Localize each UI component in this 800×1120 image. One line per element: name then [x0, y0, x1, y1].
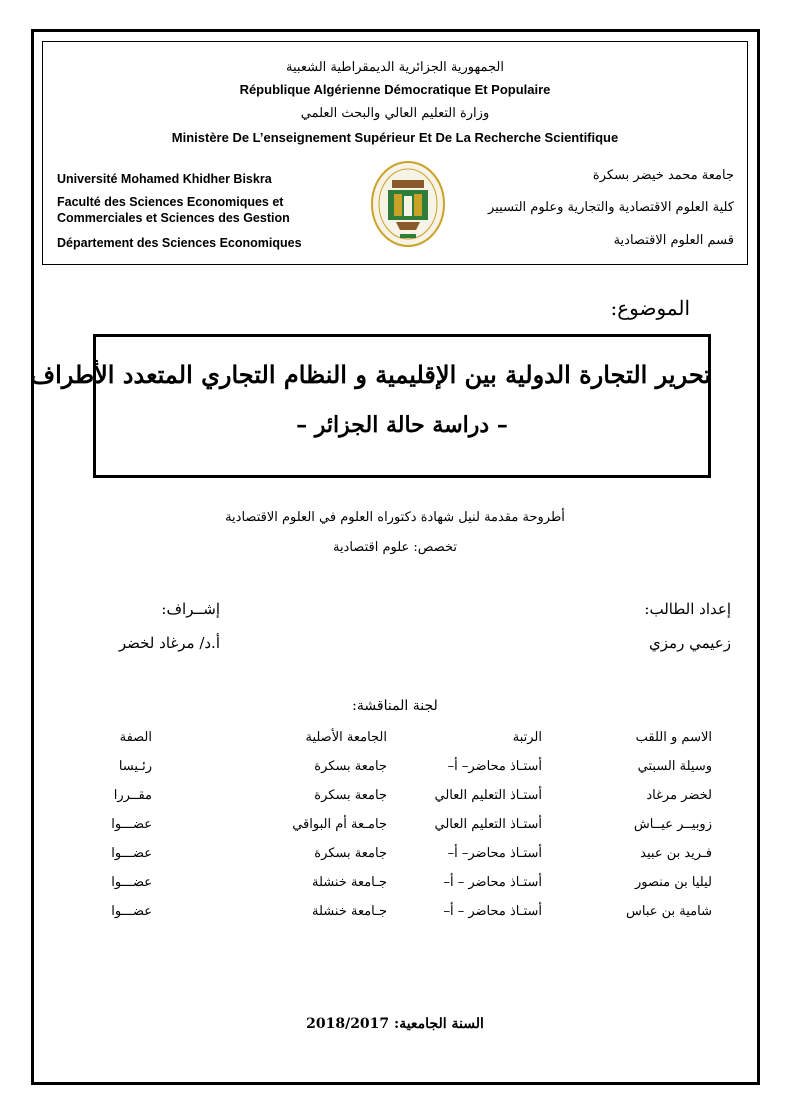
department-name-fr: Département des Sciences Economiques [57, 236, 302, 250]
student-label: إعداد الطالب: [644, 600, 731, 618]
member-name: لخضر مرغاد [646, 788, 712, 803]
member-university: جامعة بسكرة [314, 788, 387, 803]
member-rank: أستـاذ محاضر – أ– [443, 904, 542, 919]
table-row [100, 846, 712, 875]
thesis-specialty: تخصص: علوم اقتصادية [332, 540, 458, 555]
member-name: زوبيــر عيــاش [633, 817, 712, 832]
member-rank: أستـاذ التعليم العالي [434, 788, 542, 803]
member-role: عضـــوا [111, 846, 152, 861]
supervisor-name: أ.د/ مرغاد لخضر [118, 634, 220, 652]
university-emblem-icon [370, 160, 446, 250]
republic-french: République Algérienne Démocratique Et Populaire [239, 82, 551, 97]
member-role: مقــررا [113, 788, 152, 803]
department-name-ar: قسم العلوم الاقتصادية [613, 233, 734, 248]
member-role: رئـيسا [118, 759, 152, 774]
supervisor-label: إشــراف: [161, 600, 220, 618]
university-name-fr: Université Mohamed Khidher Biskra [57, 172, 272, 186]
thesis-title-line2: – دراسة حالة الجزائر – [296, 412, 508, 438]
member-rank: أستـاذ محاضر – أ– [443, 875, 542, 890]
faculty-name-ar: كلية العلوم الاقتصادية والتجارية وعلوم التسيير [488, 200, 734, 215]
member-university: جامعة بسكرة [314, 846, 387, 861]
member-name: وسيلة السبتي [637, 759, 712, 774]
member-rank: أستـاذ التعليم العالي [434, 817, 542, 832]
header-university: الجامعة الأصلية [305, 730, 387, 745]
header-name: الاسم و اللقب [635, 730, 712, 745]
committee-header-row [100, 730, 712, 759]
member-name: شامية بن عباس [626, 904, 712, 919]
table-row [100, 788, 712, 817]
thesis-description: أطروحة مقدمة لنيل شهادة دكتوراه العلوم في العلوم الاقتصادية [225, 510, 565, 525]
member-university: جامعة بسكرة [314, 759, 387, 774]
committee-title: لجنة المناقشة: [352, 698, 438, 714]
table-row [100, 759, 712, 788]
subject-label: الموضوع: [610, 296, 690, 320]
title-border [30, 334, 711, 478]
table-row [100, 875, 712, 904]
header-role: الصفة [119, 730, 152, 745]
member-role: عضـــوا [111, 875, 152, 890]
member-rank: أستـاذ محاضر– أ– [447, 759, 542, 774]
ministry-french: Ministère De L’enseignement Supérieur Et De La Recherche Scientifique [171, 130, 619, 145]
committee-table [100, 730, 712, 933]
table-row [100, 817, 712, 846]
thesis-title-line1: تحرير التجارة الدولية بين الإقليمية و النظام التجاري المتعدد الأطراف [30, 360, 711, 389]
student-name: زعيمي رمزي [649, 634, 731, 652]
member-university: جـامعة خنشلة [312, 904, 387, 919]
academic-year: السنة الجامعية: 2018/2017 [306, 1016, 484, 1032]
member-rank: أستـاذ محاضر– أ– [447, 846, 542, 861]
member-role: عضـــوا [111, 817, 152, 832]
republic-arabic: الجمهورية الجزائرية الديمقراطية الشعبية [286, 60, 504, 75]
table-row [100, 904, 712, 933]
member-role: عضـــوا [111, 904, 152, 919]
member-university: جـامعة خنشلة [312, 875, 387, 890]
header-rank: الرتبة [512, 730, 542, 745]
ministry-arabic: وزارة التعليم العالي والبحث العلمي [300, 106, 490, 121]
faculty-name-fr-2: Commerciales et Sciences des Gestion [57, 211, 290, 225]
member-name: ليليا بن منصور [634, 875, 712, 890]
member-name: فـريد بن عبيد [640, 846, 712, 861]
university-name-ar: جامعة محمد خيضر بسكرة [592, 168, 734, 183]
faculty-name-fr-1: Faculté des Sciences Economiques et [57, 195, 284, 209]
member-university: جامـعة أم البواقي [292, 817, 387, 832]
